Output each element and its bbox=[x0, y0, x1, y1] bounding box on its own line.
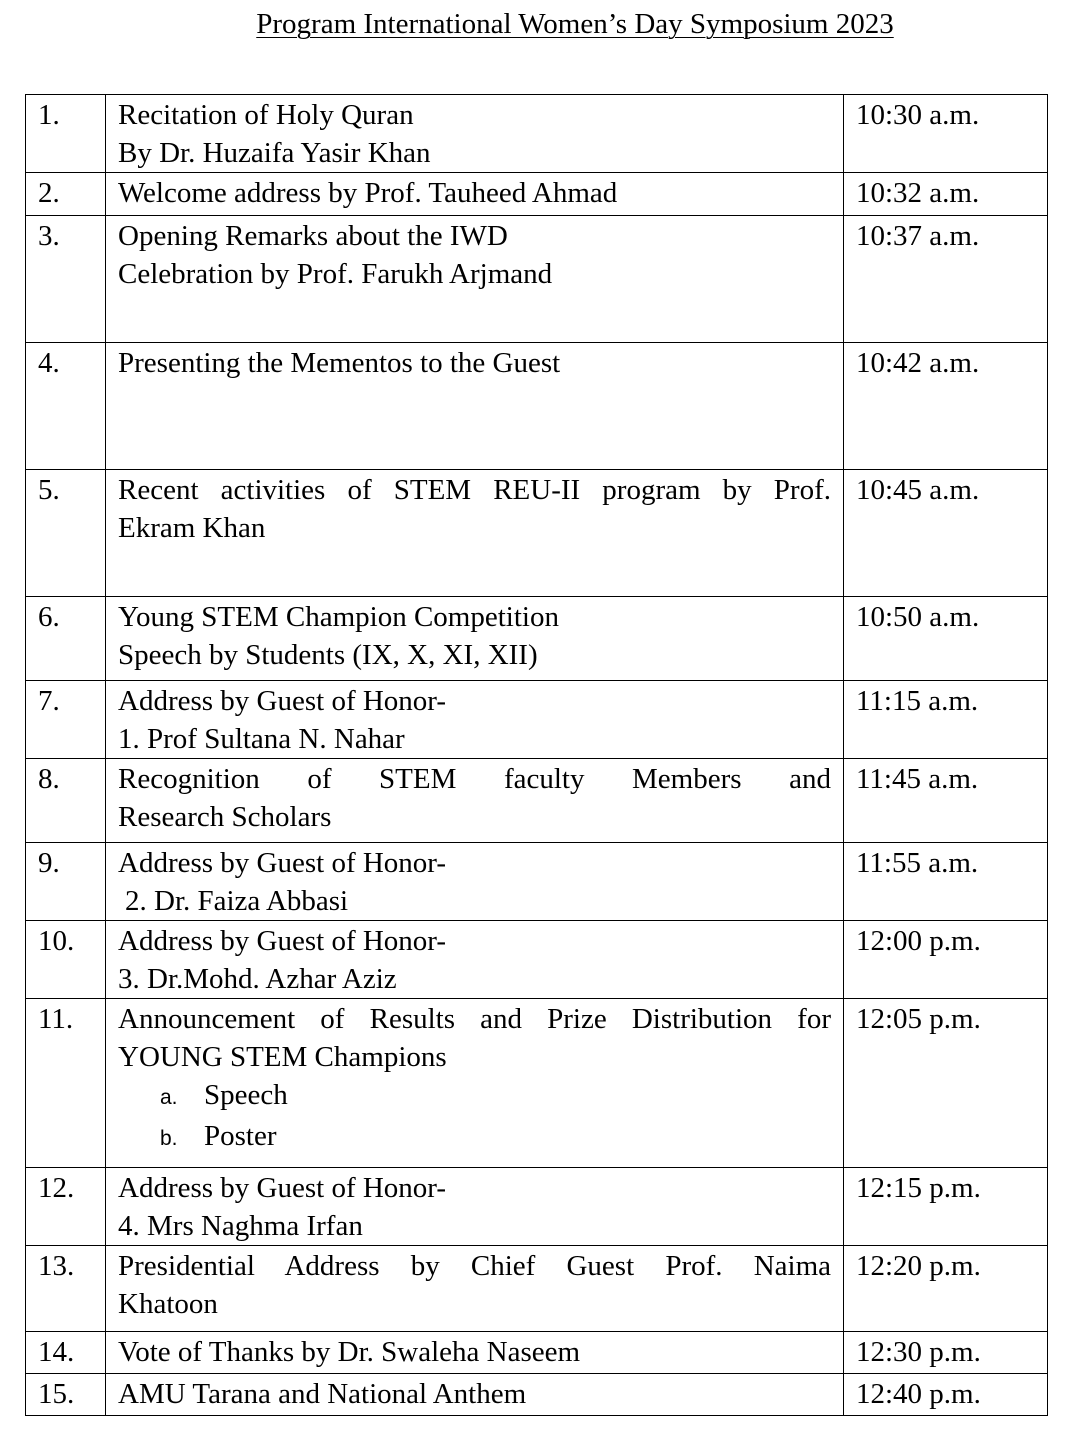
item-time: 12:40 p.m. bbox=[844, 1374, 1048, 1416]
table-row bbox=[26, 216, 1048, 343]
item-time: 12:15 p.m. bbox=[844, 1168, 1048, 1246]
table-row bbox=[26, 1246, 1048, 1332]
item-description-line: Recitation of Holy Quran bbox=[118, 99, 414, 131]
item-description-line: YOUNG STEM Champions bbox=[118, 1041, 447, 1073]
table-row bbox=[26, 597, 1048, 681]
item-description bbox=[106, 759, 844, 843]
item-description bbox=[106, 470, 844, 597]
item-time: 11:45 a.m. bbox=[844, 759, 1048, 843]
item-description-line: 2. Dr. Faiza Abbasi bbox=[125, 885, 349, 917]
item-description bbox=[106, 216, 844, 343]
table-row bbox=[26, 1332, 1048, 1374]
item-number: 7. bbox=[26, 681, 106, 759]
table-row bbox=[26, 759, 1048, 843]
item-number: 4. bbox=[26, 343, 106, 470]
table-row bbox=[26, 343, 1048, 470]
page-title: Program International Women’s Day Symposium 2023 bbox=[256, 8, 894, 40]
sub-list-text: Speech bbox=[204, 1079, 288, 1111]
table-row bbox=[26, 999, 1048, 1168]
item-description-line: 3. Dr.Mohd. Azhar Aziz bbox=[118, 963, 397, 995]
item-description-line: Research Scholars bbox=[118, 801, 332, 833]
table-row bbox=[26, 173, 1048, 216]
item-description bbox=[106, 1332, 844, 1374]
item-description-line: Speech by Students (IX, X, XI, XII) bbox=[118, 639, 538, 671]
item-time: 12:00 p.m. bbox=[844, 921, 1048, 999]
item-description bbox=[106, 1168, 844, 1246]
item-time: 10:50 a.m. bbox=[844, 597, 1048, 681]
item-time: 10:37 a.m. bbox=[844, 216, 1048, 343]
table-row bbox=[26, 1168, 1048, 1246]
item-number: 1. bbox=[26, 95, 106, 173]
program-table bbox=[25, 94, 1048, 1416]
item-description bbox=[106, 597, 844, 681]
item-number: 15. bbox=[26, 1374, 106, 1416]
item-description-line: 1. Prof Sultana N. Nahar bbox=[118, 723, 405, 755]
table-row bbox=[26, 470, 1048, 597]
item-number: 14. bbox=[26, 1332, 106, 1374]
item-number: 9. bbox=[26, 843, 106, 921]
item-description-line: Young STEM Champion Competition bbox=[118, 601, 559, 633]
sub-list-item bbox=[118, 1117, 831, 1158]
item-time: 11:55 a.m. bbox=[844, 843, 1048, 921]
item-time: 10:30 a.m. bbox=[844, 95, 1048, 173]
item-description-line: Celebration by Prof. Farukh Arjmand bbox=[118, 258, 553, 290]
item-description-line: Address by Guest of Honor- bbox=[118, 847, 447, 879]
item-description-line: Welcome address by Prof. Tauheed Ahmad bbox=[118, 177, 618, 209]
item-description bbox=[106, 173, 844, 216]
sub-list-item bbox=[118, 1076, 831, 1117]
item-description bbox=[106, 921, 844, 999]
item-description-line: Opening Remarks about the IWD bbox=[118, 220, 508, 252]
item-time: 12:20 p.m. bbox=[844, 1246, 1048, 1332]
item-description-line: Vote of Thanks by Dr. Swaleha Naseem bbox=[118, 1336, 581, 1368]
item-description-line: Address by Guest of Honor- bbox=[118, 685, 447, 717]
item-number: 12. bbox=[26, 1168, 106, 1246]
item-time: 10:45 a.m. bbox=[844, 470, 1048, 597]
table-row bbox=[26, 921, 1048, 999]
item-description-line: Recent activities of STEM REU-II program by Prof. bbox=[118, 474, 831, 506]
table-row bbox=[26, 95, 1048, 173]
item-description-line: Address by Guest of Honor- bbox=[118, 1172, 447, 1204]
item-description bbox=[106, 95, 844, 173]
item-number: 10. bbox=[26, 921, 106, 999]
table-row bbox=[26, 681, 1048, 759]
item-description bbox=[106, 843, 844, 921]
item-description bbox=[106, 999, 844, 1168]
item-number: 6. bbox=[26, 597, 106, 681]
item-description-line: Presidential Address by Chief Guest Prof. Naima bbox=[118, 1250, 831, 1282]
item-number: 5. bbox=[26, 470, 106, 597]
sub-list-text: Poster bbox=[204, 1120, 277, 1152]
item-description-line: Recognition of STEM faculty Members and bbox=[118, 763, 831, 795]
item-description-line: By Dr. Huzaifa Yasir Khan bbox=[118, 137, 431, 169]
item-time: 10:32 a.m. bbox=[844, 173, 1048, 216]
item-time: 11:15 a.m. bbox=[844, 681, 1048, 759]
item-number: 3. bbox=[26, 216, 106, 343]
item-time: 12:30 p.m. bbox=[844, 1332, 1048, 1374]
item-description-line: Khatoon bbox=[118, 1288, 218, 1320]
item-description bbox=[106, 343, 844, 470]
item-description-line: Ekram Khan bbox=[118, 512, 266, 544]
item-number: 2. bbox=[26, 173, 106, 216]
item-number: 11. bbox=[26, 999, 106, 1168]
table-row bbox=[26, 843, 1048, 921]
item-number: 13. bbox=[26, 1246, 106, 1332]
item-description-line: Address by Guest of Honor- bbox=[118, 925, 447, 957]
item-description bbox=[106, 1246, 844, 1332]
item-description-line: 4. Mrs Naghma Irfan bbox=[118, 1210, 363, 1242]
item-number: 8. bbox=[26, 759, 106, 843]
item-time: 12:05 p.m. bbox=[844, 999, 1048, 1168]
sub-list-marker: a. bbox=[160, 1086, 178, 1109]
item-description-line: Presenting the Mementos to the Guest bbox=[118, 347, 561, 379]
item-description bbox=[106, 681, 844, 759]
item-description bbox=[106, 1374, 844, 1416]
item-time: 10:42 a.m. bbox=[844, 343, 1048, 470]
item-description-line: AMU Tarana and National Anthem bbox=[118, 1378, 527, 1410]
table-row bbox=[26, 1374, 1048, 1416]
item-description-line: Announcement of Results and Prize Distribution for bbox=[118, 1003, 831, 1035]
sub-list-marker: b. bbox=[160, 1127, 178, 1150]
